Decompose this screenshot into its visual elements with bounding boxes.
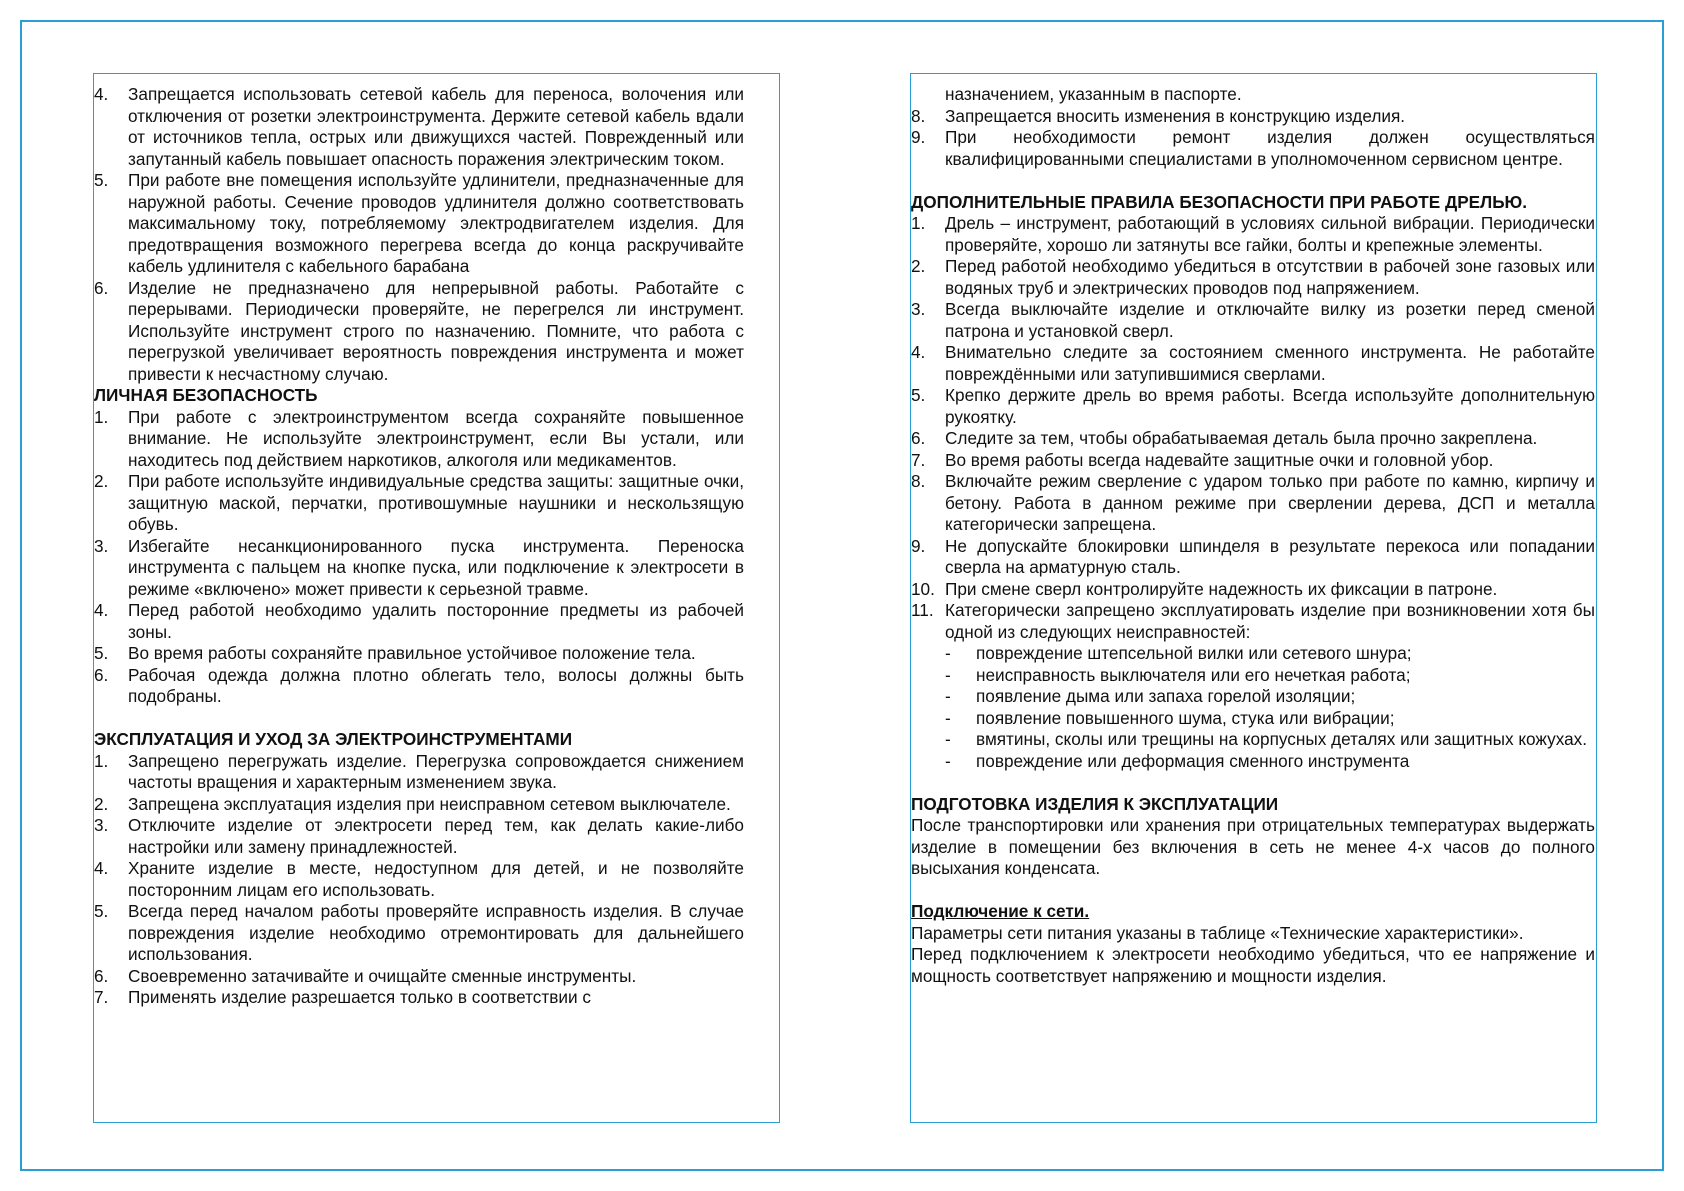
item-number: 9. — [911, 535, 926, 556]
item-number: 6. — [911, 428, 926, 448]
list-item — [911, 708, 1595, 730]
list-item — [94, 170, 744, 278]
item-number: 6. — [94, 277, 109, 298]
list-item — [94, 858, 744, 901]
dash-marker: - — [945, 707, 951, 728]
item-text: Избегайте несанкционированного пуска инструмента. Переноска инструмента с пальцем на кнопке пуска, или подключение к электросети в режиме «включено» может привести к серьезной травме. — [128, 535, 744, 599]
item-text: Крепко держите дрель во время работы. Всегда используйте дополнительную рукоятку. — [945, 385, 1595, 427]
list-safety-continued — [94, 84, 744, 385]
item-number: 1. — [94, 750, 109, 771]
item-text: Запрещено перегружать изделие. Перегрузка сопровождается снижением частоты вращения и характерным изменением звука. — [128, 750, 744, 792]
dash-marker: - — [945, 729, 951, 749]
item-text: появление дыма или запаха горелой изоляции; — [976, 686, 1356, 706]
item-text: Применять изделие разрешается только в соответствии с — [128, 987, 591, 1007]
list-item — [911, 751, 1595, 773]
list-item — [911, 686, 1595, 708]
list-drill-rules — [911, 213, 1595, 643]
spacer — [911, 170, 1595, 192]
list-item — [94, 407, 744, 472]
continuation-text: назначением, указанным в паспорте. — [945, 84, 1242, 104]
item-number: 5. — [94, 643, 109, 663]
list-item — [911, 665, 1595, 687]
list-item — [94, 751, 744, 794]
item-text: При работе вне помещения используйте удлинители, предназначенные для наружной работы. Сечение проводов удлинителя должно соответствовать максимальному току, потребляемому электродвигателем изделия. Для предотвращения возможного перегрева всегда до конца раскручивайте кабель удлинителя с кабельного барабана — [128, 170, 744, 276]
item-text: Рабочая одежда должна плотно облегать тело, волосы должны быть подобраны. — [128, 664, 744, 706]
list-item — [911, 536, 1595, 579]
item-text: Дрель – инструмент, работающий в условиях сильной вибрации. Периодически проверяйте, хорошо ли затянуты все гайки, болты и крепежные элементы. — [945, 213, 1595, 255]
heading-drill-rules: ДОПОЛНИТЕЛЬНЫЕ ПРАВИЛА БЕЗОПАСНОСТИ ПРИ РАБОТЕ ДРЕЛЬЮ. — [911, 191, 1528, 212]
item-text: Во время работы сохраняйте правильное устойчивое положение тела. — [128, 643, 696, 663]
dash-marker: - — [945, 664, 951, 685]
left-column — [93, 73, 780, 1123]
item-number: 4. — [94, 858, 109, 878]
item-number: 1. — [94, 406, 109, 427]
item-text: неисправность выключателя или его нечеткая работа; — [976, 664, 1411, 685]
item-number: 5. — [911, 385, 926, 405]
heading-exploitation: ЭКСПЛУАТАЦИЯ И УХОД ЗА ЭЛЕКТРОИНСТРУМЕНТАМИ — [94, 729, 573, 749]
item-number: 2. — [94, 471, 109, 491]
item-text: Запрещается использовать сетевой кабель для переноса, волочения или отключения от розетки электроинструмента. Держите сетевой кабель вдали от источников тепла, острых или движущихся частей. Поврежденный или запутанный кабель повышает опасность поражения электрическим током. — [128, 84, 744, 169]
list-item — [94, 966, 744, 988]
list-item — [94, 278, 744, 386]
item-text: повреждение или деформация сменного инструмента — [976, 750, 1410, 771]
heading-personal-safety: ЛИЧНАЯ БЕЗОПАСНОСТЬ — [94, 385, 318, 405]
item-text: Следите за тем, чтобы обрабатываемая деталь была прочно закреплена. — [945, 428, 1538, 448]
spacer — [94, 708, 744, 730]
list-item — [94, 536, 744, 601]
dash-marker: - — [945, 686, 951, 706]
list-item — [94, 815, 744, 858]
network-paragraph-1: Параметры сети питания указаны в таблице «Технические характеристики». — [911, 922, 1524, 943]
list-item — [94, 794, 744, 816]
left-column-text — [94, 84, 744, 1009]
dash-marker: - — [945, 643, 951, 663]
item-number: 6. — [94, 965, 109, 986]
dash-marker: - — [945, 750, 951, 771]
list-item — [911, 385, 1595, 428]
list-item — [911, 127, 1595, 170]
list-exploitation — [94, 751, 744, 1009]
right-column — [910, 73, 1597, 1123]
item-text: Категорически запрещено эксплуатировать изделие при возникновении хотя бы одной из следующих неисправностей: — [945, 600, 1595, 642]
list-item — [911, 450, 1595, 472]
item-text: При смене сверл контролируйте надежность их фиксации в патроне. — [945, 578, 1498, 599]
item-number: 4. — [911, 342, 926, 362]
list-item — [911, 600, 1595, 643]
item-number: 2. — [911, 256, 926, 276]
item-text: вмятины, сколы или трещины на корпусных деталях или защитных кожухах. — [976, 729, 1588, 749]
item-number: 9. — [911, 127, 926, 147]
item-text: При работе с электроинструментом всегда сохраняйте повышенное внимание. Не используйте электроинструмент, если Вы устали, или находитесь под действием наркотиков, алкоголя или медикаментов. — [128, 406, 744, 470]
list-item — [911, 579, 1595, 601]
item-text: При необходимости ремонт изделия должен осуществляться квалифицированными специалистами в уполномоченном сервисном центре. — [945, 127, 1595, 169]
heading-network-connection: Подключение к сети. — [911, 901, 1090, 921]
item-number: 10. — [911, 578, 935, 599]
list-item — [911, 471, 1595, 536]
list-item — [94, 643, 744, 665]
item-text: Во время работы всегда надевайте защитные очки и головной убор. — [945, 449, 1494, 470]
item-text: Отключите изделие от электросети перед тем, как делать какие-либо настройки или замену принадлежностей. — [128, 815, 744, 857]
list-item — [911, 428, 1595, 450]
item-number: 5. — [94, 170, 109, 190]
item-text: Изделие не предназначено для непрерывной работы. Работайте с перерывами. Периодически проверяйте, не перегрелся ли инструмент. Используйте инструмент строго по назначению. Помните, что работа с перегрузкой увеличивает вероятность повреждения инструмента и может привести к несчастному случаю. — [128, 277, 744, 384]
network-paragraph-2: Перед подключением к электросети необходимо убедиться, что ее напряжение и мощность соответствует напряжению и мощности изделия. — [911, 944, 1595, 986]
list-personal-safety — [94, 407, 744, 708]
list-item — [94, 901, 744, 966]
item-text: Запрещена эксплуатация изделия при неисправном сетевом выключателе. — [128, 793, 731, 814]
item-number: 3. — [94, 815, 109, 835]
item-number: 3. — [94, 535, 109, 556]
item-text: Не допускайте блокировки шпинделя в результате перекоса или попадании сверла на арматурную сталь. — [945, 535, 1595, 577]
item-text: Храните изделие в месте, недоступном для детей, и не позволяйте посторонним лицам его использовать. — [128, 858, 744, 900]
item-text: повреждение штепсельной вилки или сетевого шнура; — [976, 643, 1412, 663]
item-text: Включайте режим сверление с ударом только при работе по камню, кирпичу и бетону. Работа в данном режиме при сверлении дерева, ДСП и металла категорически запрещена. — [945, 471, 1595, 534]
heading-preparation: ПОДГОТОВКА ИЗДЕЛИЯ К ЭКСПЛУАТАЦИИ — [911, 793, 1279, 814]
list-item — [911, 729, 1595, 751]
item-text: появление повышенного шума, стука или вибрации; — [976, 707, 1395, 728]
item-number: 3. — [911, 299, 926, 319]
item-number: 4. — [94, 600, 109, 620]
item-number: 7. — [911, 449, 926, 470]
list-item — [911, 213, 1595, 256]
item-number: 6. — [94, 664, 109, 685]
item-text: Своевременно затачивайте и очищайте сменные инструменты. — [128, 965, 637, 986]
list-item — [94, 84, 744, 170]
list-item — [94, 600, 744, 643]
item-number: 8. — [911, 471, 926, 491]
item-number: 2. — [94, 793, 109, 814]
item-number: 1. — [911, 213, 926, 233]
list-item — [911, 299, 1595, 342]
list-exploitation-continued — [911, 106, 1595, 171]
spacer — [911, 880, 1595, 902]
item-text: При работе используйте индивидуальные средства защиты: защитные очки, защитную маской, перчатки, противошумные наушники и нескользящую обувь. — [128, 471, 744, 534]
list-item — [911, 342, 1595, 385]
preparation-text: После транспортировки или хранения при отрицательных температурах выдержать изделие в помещении без включения в сеть не менее 4-х часов до полного высыхания конденсата. — [911, 815, 1595, 878]
item-number: 4. — [94, 84, 109, 104]
item-text: Перед работой необходимо удалить посторонние предметы из рабочей зоны. — [128, 600, 744, 642]
item-number: 7. — [94, 987, 109, 1007]
right-column-text — [911, 84, 1595, 987]
list-item — [911, 256, 1595, 299]
item-text: Всегда выключайте изделие и отключайте вилку из розетки перед сменой патрона и установкой сверл. — [945, 299, 1595, 341]
list-item — [94, 987, 744, 1009]
item-text: Перед работой необходимо убедиться в отсутствии в рабочей зоне газовых или водяных труб и электрических проводов под напряжением. — [945, 256, 1595, 298]
list-faults — [911, 643, 1595, 772]
list-item — [94, 665, 744, 708]
list-item — [911, 106, 1595, 128]
item-number: 5. — [94, 901, 109, 921]
item-text: Всегда перед началом работы проверяйте исправность изделия. В случае повреждения изделие необходимо отремонтировать для дальнейшего использования. — [128, 901, 744, 964]
item-number: 8. — [911, 105, 926, 126]
item-text: Запрещается вносить изменения в конструкцию изделия. — [945, 105, 1406, 126]
item-number: 11. — [911, 600, 934, 620]
list-item — [911, 643, 1595, 665]
spacer — [911, 772, 1595, 794]
list-item — [94, 471, 744, 536]
item-text: Внимательно следите за состоянием сменного инструмента. Не работайте повреждёнными или затупившимися сверлами. — [945, 342, 1595, 384]
